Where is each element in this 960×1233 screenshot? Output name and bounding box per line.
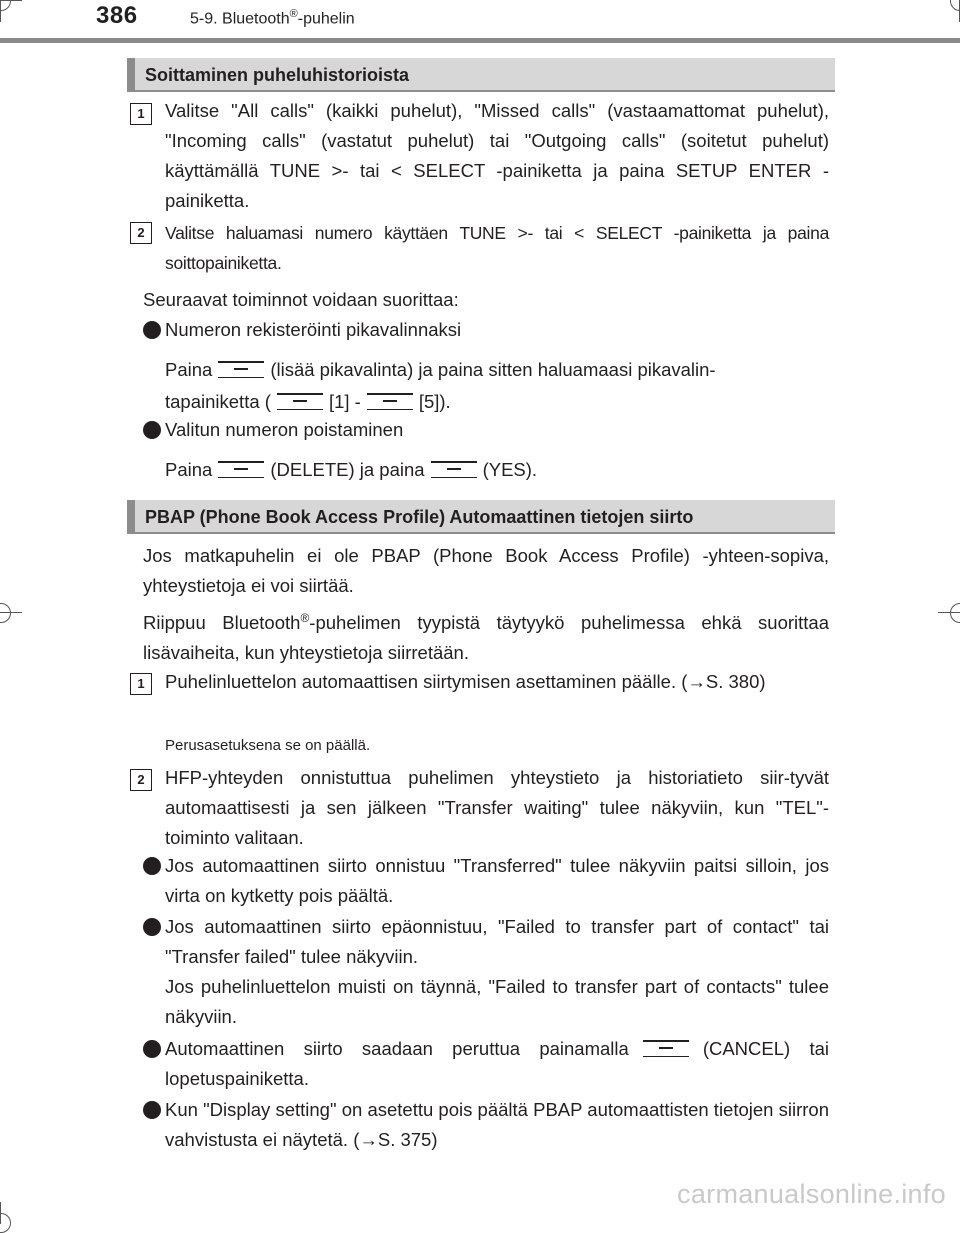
bullet-icon	[143, 421, 161, 439]
instruction-part: (YES).	[482, 459, 538, 480]
body-paragraph	[143, 603, 829, 668]
step-text: HFP-yhteyden onnistuttua puhelimen yhteystieto ja historiatieto siir-tyvät automaattisesti ja sen jälkeen "Transfer waiting" tulee näkyviin, kun "TEL"-toiminto valitaan.	[165, 767, 829, 848]
crop-line	[0, 0, 1, 22]
section-heading: Soittaminen puheluhistorioista	[127, 58, 835, 92]
instruction-part: Paina	[165, 359, 213, 380]
page-number: 386	[96, 2, 138, 29]
crop-line	[0, 0, 22, 1]
screen-button-icon	[277, 393, 323, 410]
crop-mark-mid-left	[0, 603, 11, 623]
instruction-text	[165, 355, 829, 385]
step-text: Puhelinluettelon automaattisen siirtymisen asettaminen päälle. (→S. 380)	[165, 671, 766, 692]
section-heading: PBAP (Phone Book Access Profile) Automaattinen tietojen siirto	[127, 500, 835, 534]
note-text: Perusasetuksena se on päällä.	[165, 737, 371, 754]
bullet-icon	[143, 857, 161, 875]
bullet-title: Numeron rekisteröinti pikavalinnaksi	[165, 319, 462, 340]
step-number: 2	[130, 769, 152, 791]
instruction-part: (lisää pikavalinta) ja paina sitten haluamaasi pikavalin-	[270, 359, 716, 380]
step-number: 1	[130, 673, 152, 695]
bullet-icon	[143, 1040, 161, 1058]
bullet-text	[165, 1034, 829, 1094]
registered-mark: ®	[300, 611, 310, 625]
step-number: 1	[130, 103, 152, 125]
screen-button-icon	[218, 461, 264, 478]
bullet-text-continued: Jos puhelinluettelon muisti on täynnä, "Failed to transfer part of contacts" tulee näkyviin.	[165, 976, 829, 1027]
screen-button-icon	[431, 461, 477, 478]
crop-mark-top-left	[0, 0, 11, 11]
step-text: Valitse "All calls" (kaikki puhelut), "Missed calls" (vastaamattomat puhelut), "Incoming calls" (vastatut puhelut) tai "Outgoing calls" (soitetut puhelut) käyttämällä TUNE >- tai < SELECT -painiketta ja paina SETUP ENTER -painiketta.	[165, 100, 829, 211]
crop-line	[0, 612, 22, 613]
intro-text: Seuraavat toiminnot voidaan suorittaa:	[143, 289, 459, 310]
instruction-text	[165, 455, 829, 485]
crop-line	[0, 1202, 1, 1224]
screen-button-icon	[643, 1040, 689, 1057]
crop-mark-mid-right	[950, 603, 960, 623]
bullet-icon	[143, 918, 161, 936]
watermark: carmanualsonline.info	[677, 1179, 946, 1209]
registered-mark: ®	[289, 8, 298, 20]
header-rule	[0, 38, 960, 43]
bullet-icon	[143, 321, 161, 339]
crop-line	[938, 612, 960, 613]
chapter-title-suffix: -puhelin	[297, 10, 355, 28]
instruction-part: tapainiketta (	[165, 391, 271, 412]
chapter-title	[190, 8, 355, 28]
instruction-part: Paina	[165, 459, 213, 480]
chapter-title-prefix: 5-9. Bluetooth	[190, 10, 290, 28]
instruction-part: [1] -	[328, 391, 361, 412]
screen-button-icon	[367, 393, 413, 410]
bullet-part: Automaattinen siirto saadaan peruttua painamalla	[165, 1038, 629, 1059]
bullet-icon	[143, 1101, 161, 1119]
instruction-part: (DELETE) ja paina	[270, 459, 425, 480]
screen-button-icon	[218, 361, 264, 378]
bullet-title: Valitun numeron poistaminen	[165, 419, 404, 440]
step-number: 2	[130, 222, 152, 244]
instruction-text	[165, 387, 829, 417]
bullet-part: (CANCEL) tai lopetuspainiketta.	[165, 1038, 829, 1089]
bullet-text: Jos automaattinen siirto epäonnistuu, "Failed to transfer part of contact" tai "Transfer failed" tulee näkyviin.	[165, 916, 829, 967]
crop-mark-bottom-left	[0, 1213, 11, 1233]
instruction-part: [5]).	[418, 391, 451, 412]
paragraph-part: Riippuu Bluetooth	[143, 612, 301, 634]
body-paragraph: Jos matkapuhelin ei ole PBAP (Phone Book Access Profile) -yhteen-sopiva, yhteystietoja ei voi siirtää.	[143, 545, 829, 596]
step-text: Valitse haluamasi numero käyttäen TUNE >- tai < SELECT -painiketta ja paina soittopainiketta.	[165, 223, 829, 273]
paragraph-part: -puhelimen tyypistä täytyykö puhelimessa ehkä suorittaa lisävaiheita, kun yhteystietoja siirretään.	[143, 612, 829, 664]
bullet-text: Jos automaattinen siirto onnistuu "Transferred" tulee näkyviin paitsi silloin, jos virta on kytketty pois päältä.	[165, 855, 829, 906]
bullet-text: Kun "Display setting" on asetettu pois päältä PBAP automaattisten tietojen siirron vahvistusta ei näytetä. (→S. 375)	[165, 1099, 829, 1150]
